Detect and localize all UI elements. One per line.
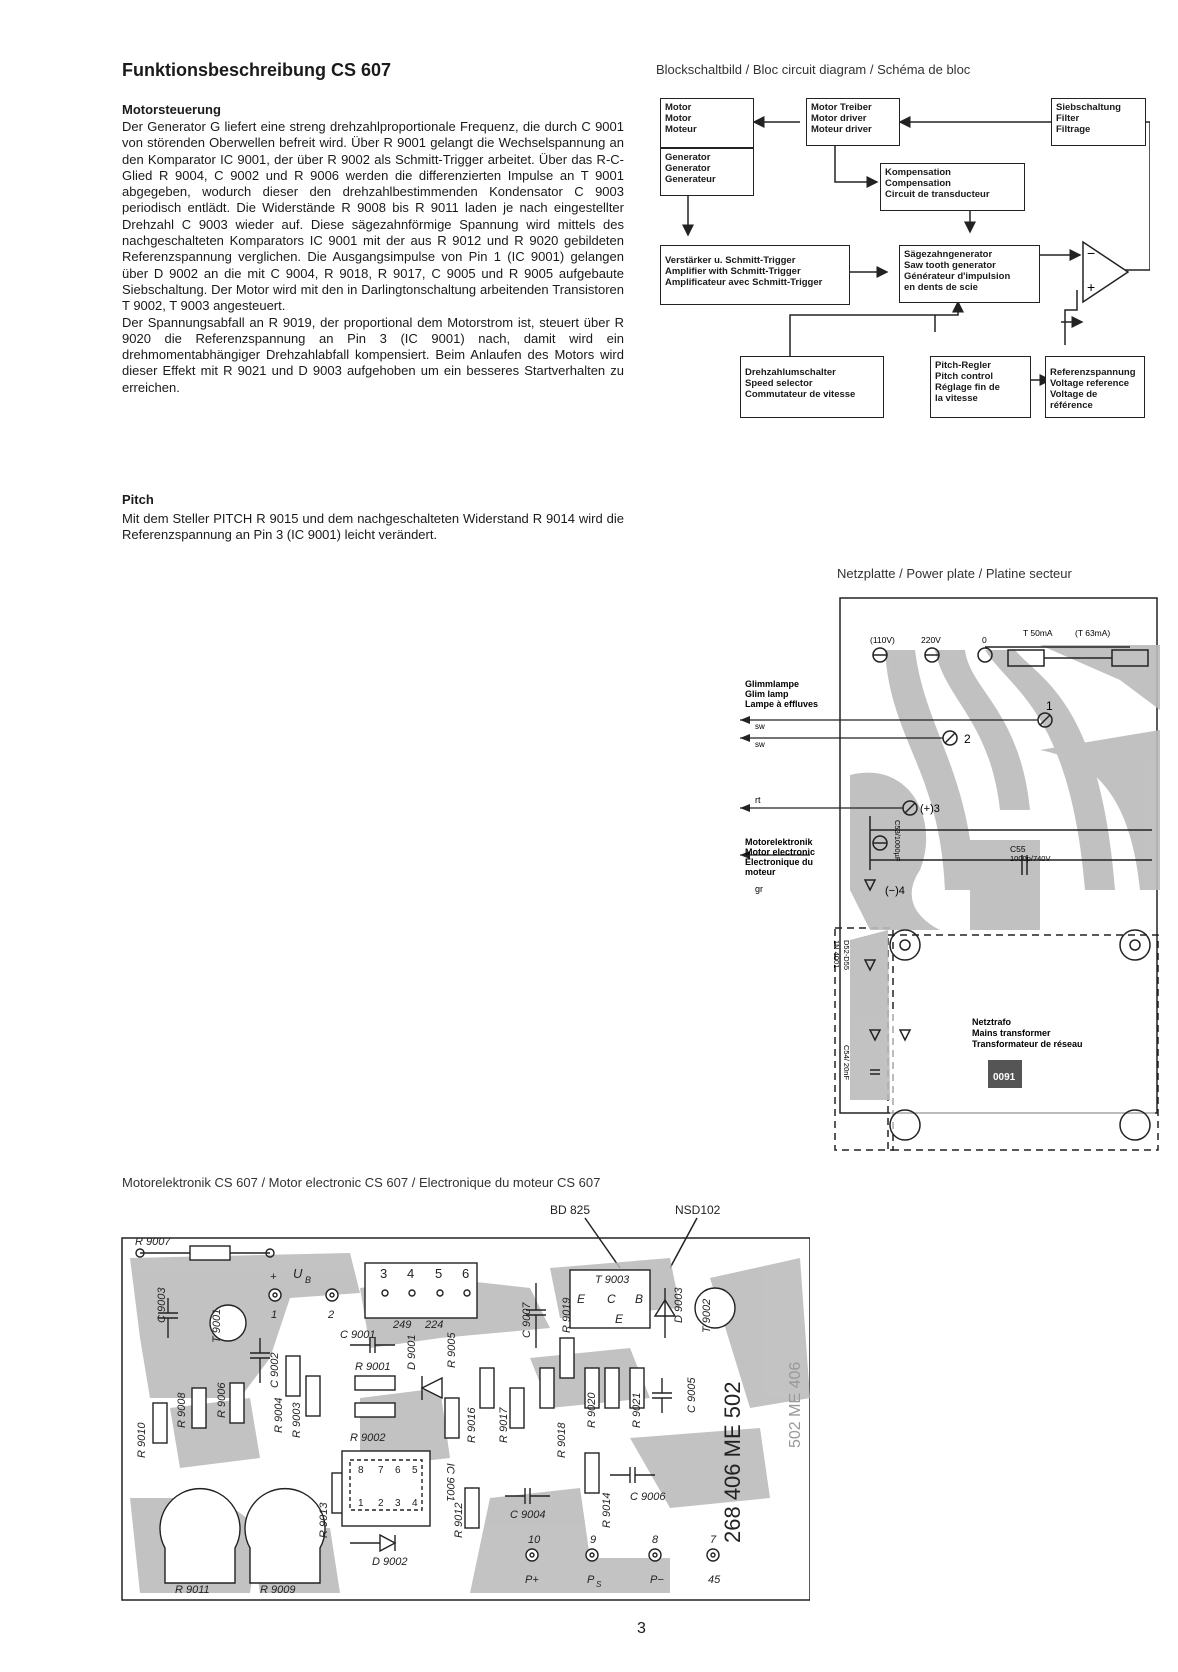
label-r9006: R 9006 <box>216 1382 228 1418</box>
label-r9007: R 9007 <box>135 1236 171 1248</box>
label-c9001: C 9001 <box>340 1329 376 1341</box>
power-plate-diagram <box>740 590 1170 1165</box>
t9003-c: C <box>607 1292 616 1306</box>
label-249: 249 <box>393 1319 412 1331</box>
comparator-plus: + <box>1087 279 1096 295</box>
motor-section-heading: Motorsteuerung <box>122 102 221 117</box>
conn-3: 3 <box>380 1266 388 1281</box>
ic-pin-7: 7 <box>378 1465 384 1476</box>
terminal-2: 2 <box>964 732 971 746</box>
label-d9001: D 9001 <box>406 1334 418 1370</box>
label-nsd102: NSD102 <box>675 1203 721 1217</box>
trafo-fr: Transformateur de réseau <box>972 1039 1083 1049</box>
t9003-e: E <box>577 1292 586 1306</box>
wire-gr: gr <box>755 884 764 894</box>
pitch-section-text: Mit dem Steller PITCH R 9015 und dem nachgeschalteten Widerstand R 9014 wird die Referenzspannung an Pin 3 (IC 9001) leicht verändert. <box>122 511 624 543</box>
power-plate-caption: Netzplatte / Power plate / Platine secteur <box>837 566 1072 581</box>
motor-paragraph-2: Der Spannungsabfall an R 9019, der proportional dem Motorstrom ist, steuert über R 9020 die Referenzspannung an Pin 3 (IC 9001) nach, damit wird ein drehmomentabhängiger Drehzahlabfall kompensiert. Beim Anlaufen des Motors wird dieser Effekt mit R 9021 und D 9003 aufgehoben um ein besseres Startverhalten zu erreichen. <box>122 314 624 395</box>
trafo-de: Netztrafo <box>972 1017 1012 1027</box>
label-d9003: D 9003 <box>673 1287 685 1323</box>
motor-paragraph-1: Der Generator G liefert eine streng drehzahlproportionale Frequenz, die durch C 9001 von störenden Oberwellen befreit wird. Über R 9001 gelangt die Wechselspannung an den Komparator IC 9001, der über R 9002 als Schmitt-Trigger arbeitet. Über das R-C-Glied R 9004, C 9002 und R 9006 werden die differenzierten Impulse an T 9001 abgegeben, wodurch dieser den drehzahlbestimmenden Kondensator C 9003 periodisch entlädt. Die Widerstände R 9008 bis R 9011 laden je nach eingestellter Drehzahl C 9003 wieder auf. Diese sägezahnförmige Spannung wird mittels des nachgeschalteten Komparators IC 9001 mit der aus R 9012 und R 9020 gebildeten Referenzspannung verglichen. Die Ausgangsimpulse von Pin 1 (IC 9001) gelangen über D 9002 an die mit C 9004, R 9018, R 9017, C 9005 und R 9005 aufgebaute Siebschaltung. Der Motor wird mit den in Darlingtonschaltung arbeitenden Transistoren T 9002, T 9003 angesteuert. <box>122 119 624 314</box>
label-r9016: R 9016 <box>466 1407 478 1443</box>
label-r9014: R 9014 <box>601 1492 613 1528</box>
label-110v: (110V) <box>870 635 895 645</box>
label-r9009: R 9009 <box>260 1584 296 1596</box>
label-r9001: R 9001 <box>355 1361 391 1373</box>
label-c9003: C 9003 <box>156 1287 168 1323</box>
label-c55-value: 1000p/740V <box>1010 854 1051 863</box>
label-45: 45 <box>708 1574 721 1586</box>
pad-p-minus: P− <box>650 1574 664 1586</box>
wire-sw-2: sw <box>755 740 765 749</box>
pitch-control-block: Pitch-Regler Pitch control Réglage fin de la vitesse <box>930 356 1031 418</box>
pitch-section-heading: Pitch <box>122 492 154 507</box>
pad-10: 10 <box>528 1534 541 1546</box>
label-ub: U <box>293 1266 303 1281</box>
label-r9010: R 9010 <box>136 1422 148 1458</box>
generator-block: Generator Generator Generateur <box>660 148 754 196</box>
ic-pin-2: 2 <box>378 1498 384 1509</box>
t9003-e2: E <box>615 1312 624 1326</box>
page-number: 3 <box>637 1620 646 1637</box>
label-c9002: C 9002 <box>269 1352 281 1388</box>
wire-sw-1: sw <box>755 722 765 731</box>
ic-pin-3: 3 <box>395 1498 401 1509</box>
pad-1: 1 <box>271 1309 278 1321</box>
pad-ps: P <box>587 1574 595 1586</box>
label-fuse-50: T 50mA <box>1023 628 1053 638</box>
motor-board-diagram <box>110 1198 810 1603</box>
label-zero: 0 <box>982 635 987 645</box>
label-c53: C53/1000µF <box>893 820 902 862</box>
label-ub-sub: B <box>305 1275 312 1285</box>
label-t9003: T 9003 <box>595 1274 630 1286</box>
label-t9001: T 9001 <box>211 1308 223 1343</box>
label-ub-plus: + <box>270 1271 277 1283</box>
label-d9002: D 9002 <box>372 1556 408 1568</box>
label-224: 224 <box>425 1319 444 1331</box>
label-r9013: R 9013 <box>318 1502 330 1538</box>
ic-pin-5: 5 <box>412 1465 418 1476</box>
pad-8: 8 <box>652 1534 659 1546</box>
label-c9006: C 9006 <box>630 1491 666 1503</box>
label-r9019: R 9019 <box>561 1297 573 1333</box>
label-r9004: R 9004 <box>273 1397 285 1433</box>
label-diodes: D52-D55 <box>842 940 851 971</box>
label-fuse-63: (T 63mA) <box>1075 628 1111 638</box>
motor-block: Motor Motor Moteur <box>660 98 754 148</box>
label-r9002: R 9002 <box>350 1432 386 1444</box>
motor-electronic-fr1: Electronique du <box>745 857 814 867</box>
sawtooth-generator-block: Sägezahngenerator Saw tooth generator Générateur d'impulsion en dents de scie <box>899 245 1040 303</box>
label-c9004: C 9004 <box>510 1509 546 1521</box>
block-diagram-caption: Blockschaltbild / Bloc circuit diagram / Schéma de bloc <box>656 62 971 77</box>
glim-lamp-de: Glimmlampe <box>745 679 800 689</box>
terminal-3: (+)3 <box>920 803 940 815</box>
ic-pin-4: 4 <box>412 1498 418 1509</box>
label-r9005: R 9005 <box>446 1332 458 1368</box>
label-ic9001: IC 9001 <box>444 1463 456 1502</box>
motor-driver-block: Motor Treiber Motor driver Moteur driver <box>806 98 900 146</box>
ic-pin-8: 8 <box>358 1465 364 1476</box>
conn-4: 4 <box>407 1266 415 1281</box>
motor-electronic-de: Motorelektronik <box>745 837 813 847</box>
label-r9017: R 9017 <box>498 1407 510 1443</box>
label-bd825: BD 825 <box>550 1203 591 1217</box>
label-c55: C55 <box>1010 844 1026 854</box>
page-title: Funktionsbeschreibung CS 607 <box>122 60 392 80</box>
voltage-reference-block: Referenzspannung Voltage reference Voltage de référence <box>1045 356 1145 418</box>
pad-2: 2 <box>328 1309 335 1321</box>
pad-7: 7 <box>710 1534 717 1546</box>
stamp-text: 0091 <box>993 1072 1016 1083</box>
label-c9007: C 9007 <box>521 1302 533 1338</box>
label-r9011: R 9011 <box>175 1584 210 1596</box>
terminal-4: (−)4 <box>885 885 905 897</box>
pad-p-plus: P+ <box>525 1574 539 1586</box>
terminal-1: 1 <box>1046 699 1053 713</box>
label-1n4001: 1N 4001 <box>832 940 841 969</box>
motor-board-caption: Motorelektronik CS 607 / Motor electronic CS 607 / Electronique du moteur CS 607 <box>122 1175 601 1190</box>
amplifier-block: Verstärker u. Schmitt-Trigger Amplifier with Schmitt-Trigger Amplificateur avec Schmitt-Trigger <box>660 245 850 305</box>
comparator-minus: − <box>1087 245 1096 261</box>
board-number: 268 406 ME 502 <box>720 1381 745 1543</box>
label-r9012: R 9012 <box>453 1502 465 1538</box>
compensation-block: Kompensation Compensation Circuit de transducteur <box>880 163 1025 211</box>
filter-block: Siebschaltung Filter Filtrage <box>1051 98 1146 146</box>
conn-6: 6 <box>462 1266 470 1281</box>
glim-lamp-fr: Lampe à effluves <box>745 699 819 709</box>
pad-9: 9 <box>590 1534 597 1546</box>
ic-pin-1: 1 <box>358 1498 364 1509</box>
t9003-b: B <box>635 1292 644 1306</box>
glim-lamp-en: Glim lamp <box>745 689 789 699</box>
ic-pin-6: 6 <box>395 1465 401 1476</box>
motor-electronic-fr2: moteur <box>745 867 776 877</box>
wire-rt: rt <box>755 795 761 805</box>
motor-section-text <box>122 119 624 396</box>
board-number-mirror: 502 ME 406 <box>787 1361 804 1448</box>
label-r9021: R 9021 <box>631 1392 643 1428</box>
label-r9008: R 9008 <box>176 1392 188 1428</box>
label-r9003: R 9003 <box>291 1402 303 1438</box>
trafo-en: Mains transformer <box>972 1028 1051 1038</box>
motor-electronic-en: Motor electronic <box>745 847 816 857</box>
speed-selector-block: Drehzahlumschalter Speed selector Commutateur de vitesse <box>740 356 884 418</box>
label-c9005: C 9005 <box>686 1377 698 1413</box>
conn-5: 5 <box>435 1266 443 1281</box>
label-t9002: T 9002 <box>701 1298 713 1333</box>
label-r9018: R 9018 <box>556 1422 568 1458</box>
label-c54: C54/ 20nF <box>842 1045 851 1081</box>
label-220v: 220V <box>921 635 941 645</box>
label-r9020: R 9020 <box>586 1392 598 1428</box>
pad-ps-sub: S <box>596 1580 602 1589</box>
